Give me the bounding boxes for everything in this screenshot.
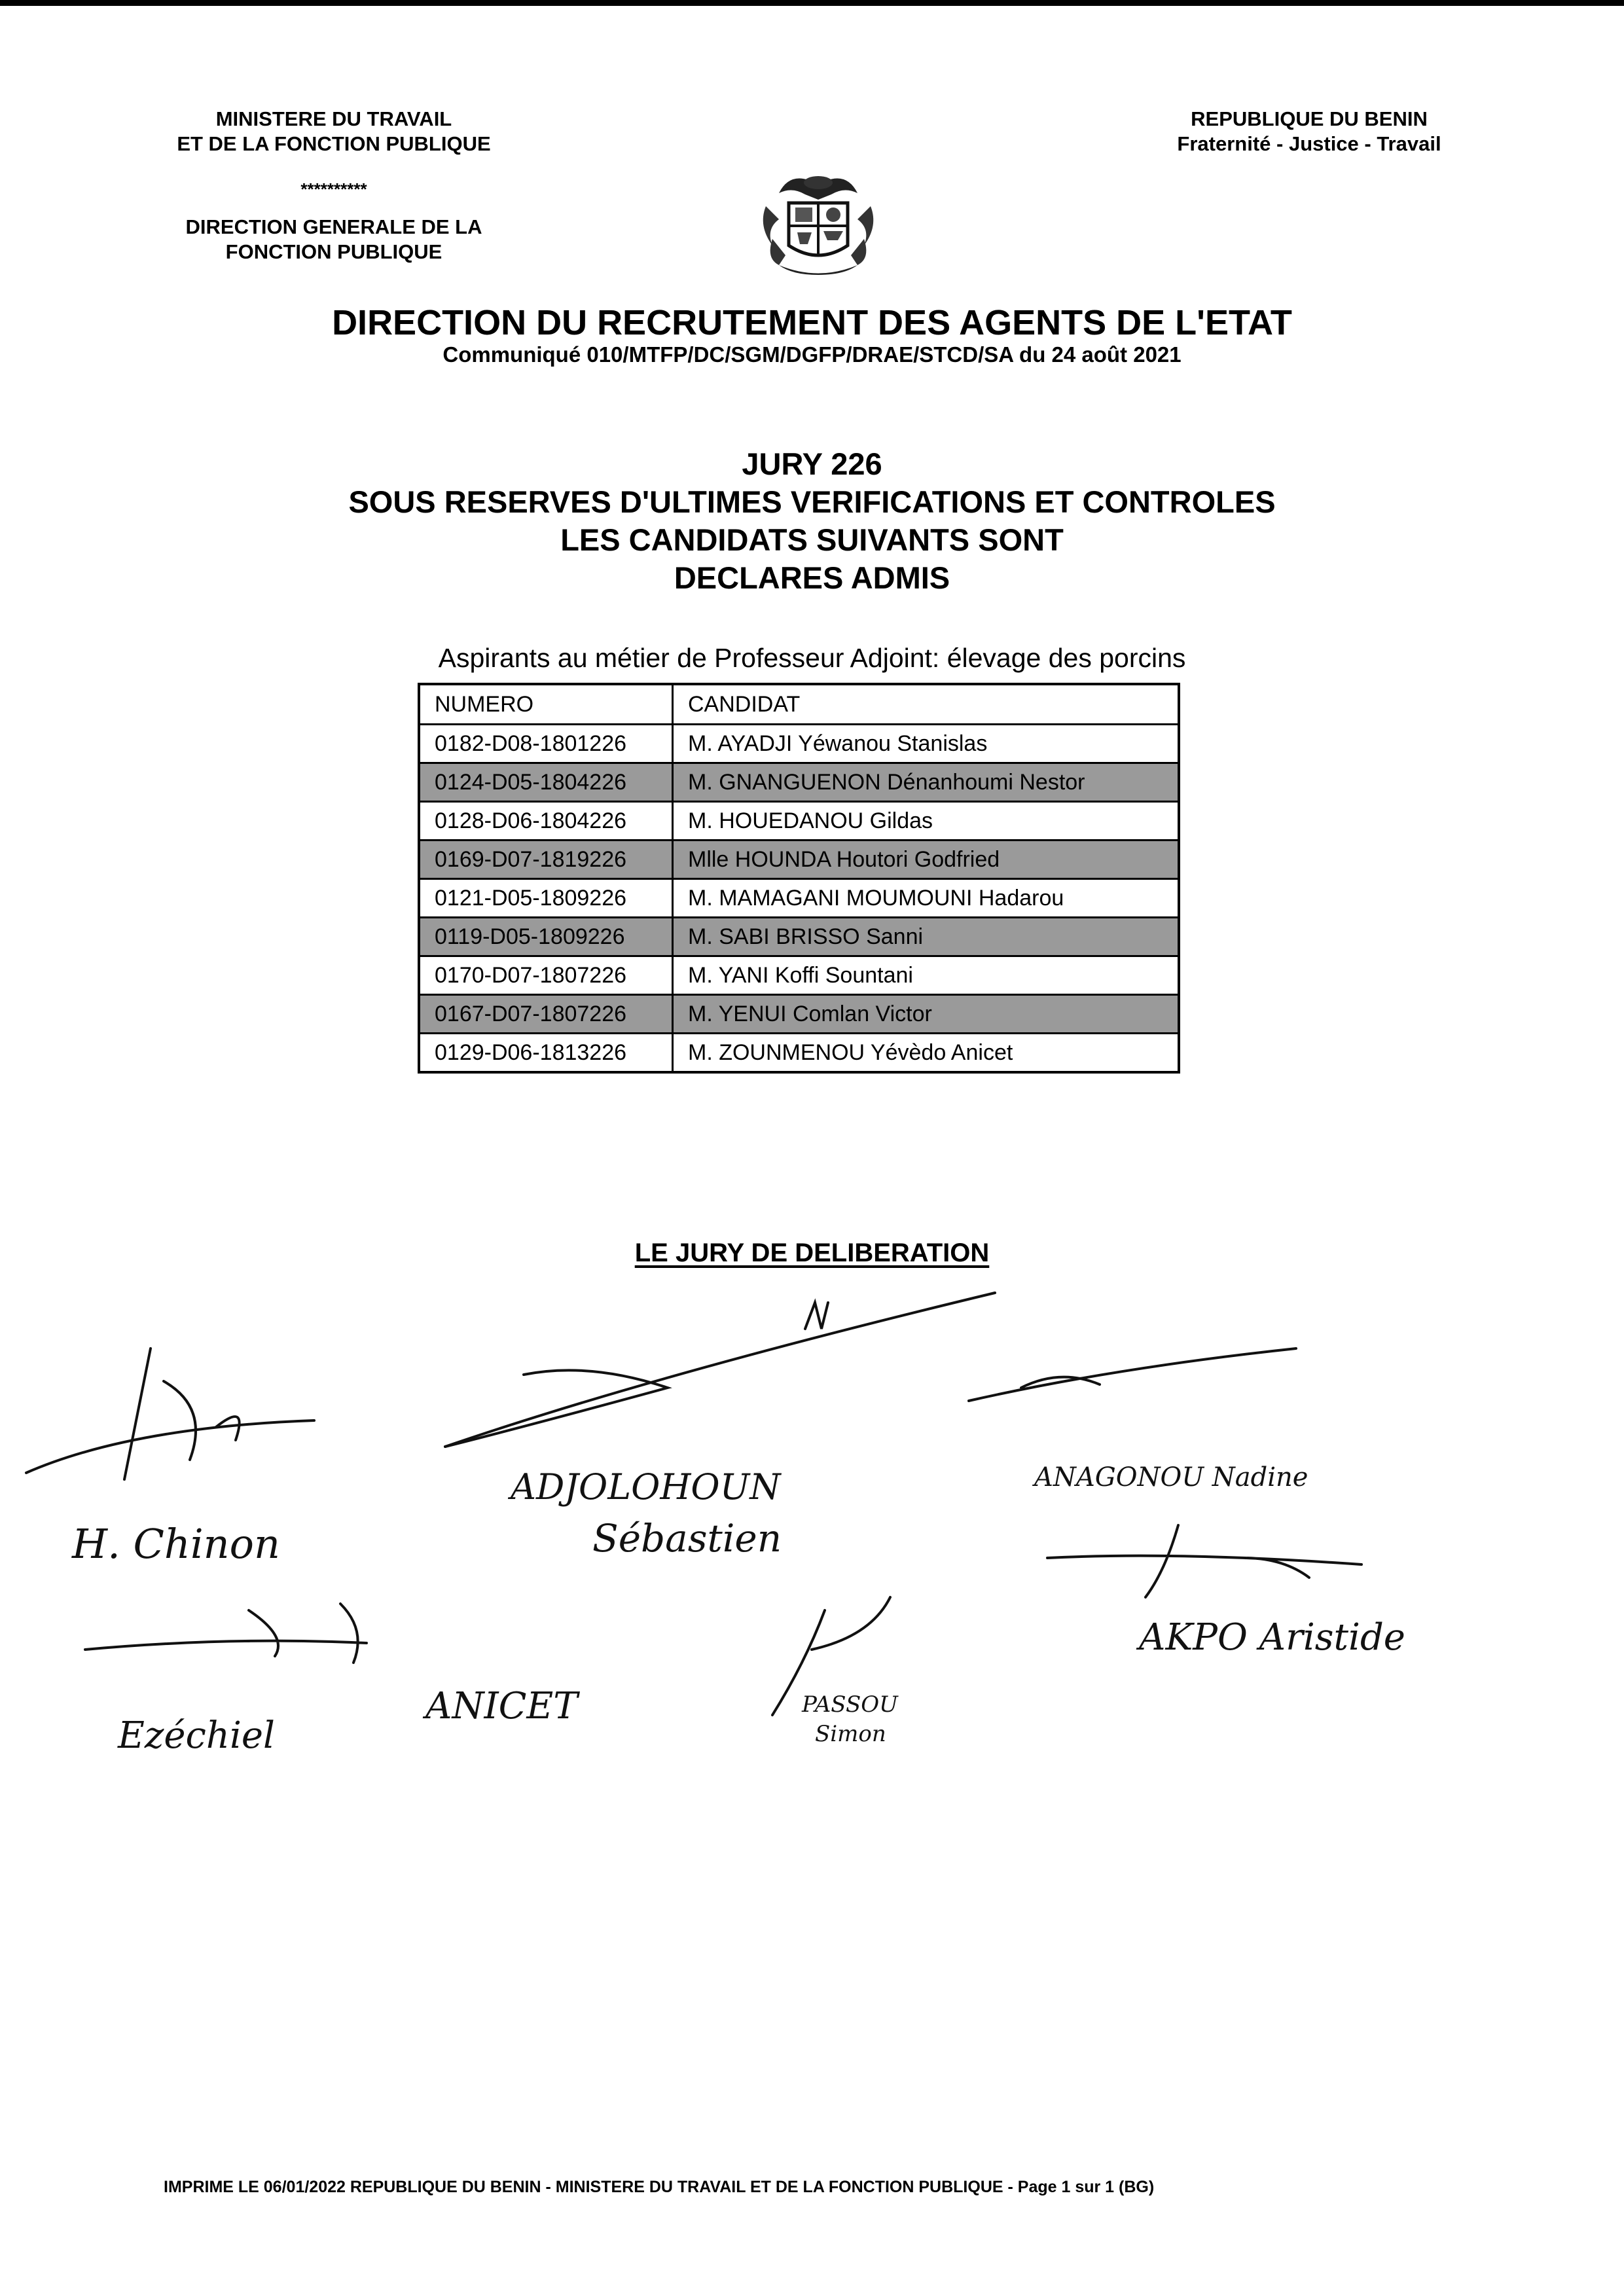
table-row: [419, 840, 1179, 879]
cell-candidat: M. YENUI Comlan Victor: [673, 995, 1180, 1034]
direction-line-1: DIRECTION GENERALE DE LA: [185, 215, 482, 238]
table-row: [419, 763, 1179, 802]
country-name: REPUBLIQUE DU BENIN: [1191, 107, 1428, 130]
announcement-line-3: DECLARES ADMIS: [674, 560, 950, 595]
signature-name: ADJOLOHOUN: [511, 1466, 781, 1508]
signature-stroke: [26, 1420, 314, 1473]
table-row: [419, 918, 1179, 956]
table-header-row: [419, 684, 1179, 725]
table-row: [419, 725, 1179, 763]
header-separator: **********: [300, 179, 367, 199]
direction-header: [105, 215, 563, 264]
cell-numero: 0128-D06-1804226: [419, 802, 673, 840]
results-table: [418, 683, 1180, 1074]
table-row: [419, 879, 1179, 918]
ministry-line-1: MINISTERE DU TRAVAIL: [215, 107, 452, 130]
signature-name: H. Chinon: [72, 1520, 280, 1568]
table-row: [419, 995, 1179, 1034]
direction-line-2: FONCTION PUBLIQUE: [225, 240, 442, 263]
signature-name: ANICET: [425, 1685, 578, 1727]
cell-numero: 0129-D06-1813226: [419, 1034, 673, 1073]
column-header-numero: NUMERO: [419, 684, 673, 725]
column-header-candidat: CANDIDAT: [673, 684, 1180, 725]
table-row: [419, 802, 1179, 840]
ministry-header: [105, 107, 563, 156]
table-row: [419, 1034, 1179, 1073]
signature-name: PASSOU: [802, 1691, 898, 1718]
country-header: [1074, 107, 1545, 156]
benin-coat-of-arms-icon: [753, 167, 884, 281]
signature-stroke: [124, 1348, 240, 1479]
cell-candidat: M. HOUEDANOU Gildas: [673, 802, 1180, 840]
signature-stroke: [969, 1348, 1296, 1401]
cell-numero: 0121-D05-1809226: [419, 879, 673, 918]
cell-candidat: M. YANI Koffi Sountani: [673, 956, 1180, 995]
announcement-line-1: SOUS RESERVES D'ULTIMES VERIFICATIONS ET CONTROLES: [348, 484, 1276, 519]
cell-numero: 0124-D05-1804226: [419, 763, 673, 802]
cell-candidat: Mlle HOUNDA Houtori Godfried: [673, 840, 1180, 879]
cell-candidat: M. MAMAGANI MOUMOUNI Hadarou: [673, 879, 1180, 918]
announcement: [0, 445, 1624, 597]
signature-name: AKPO Aristide: [1139, 1616, 1405, 1659]
signature-name: ANAGONOU Nadine: [1034, 1462, 1308, 1492]
ministry-line-2: ET DE LA FONCTION PUBLIQUE: [177, 132, 491, 155]
cell-candidat: M. GNANGUENON Dénanhoumi Nestor: [673, 763, 1180, 802]
announcement-line-2: LES CANDIDATS SUIVANTS SONT: [560, 522, 1064, 557]
cell-numero: 0170-D07-1807226: [419, 956, 673, 995]
cell-numero: 0119-D05-1809226: [419, 918, 673, 956]
jury-title: LE JURY DE DELIBERATION: [634, 1238, 990, 1267]
signature-name: Sébastien: [592, 1516, 782, 1561]
cell-candidat: M. SABI BRISSO Sanni: [673, 918, 1180, 956]
cell-candidat: M. AYADJI Yéwanou Stanislas: [673, 725, 1180, 763]
signature-name: Simon: [815, 1721, 886, 1747]
page-title: DIRECTION DU RECRUTEMENT DES AGENTS DE L'ETAT: [332, 303, 1292, 342]
top-border: [0, 0, 1624, 6]
table-subtitle: Aspirants au métier de Professeur Adjoint: élevage des porcins: [438, 643, 1186, 673]
signature-stroke: [85, 1604, 367, 1663]
table-row: [419, 956, 1179, 995]
jury-number: JURY 226: [742, 446, 882, 481]
cell-numero: 0169-D07-1819226: [419, 840, 673, 879]
signature-name: Ezéchiel: [118, 1714, 275, 1757]
jury-signatures: [0, 1270, 1624, 1859]
cell-numero: 0182-D08-1801226: [419, 725, 673, 763]
signature-stroke: [1047, 1525, 1362, 1597]
country-motto: Fraternité - Justice - Travail: [1177, 132, 1441, 155]
signature-stroke: [445, 1293, 995, 1447]
cell-candidat: M. ZOUNMENOU Yévèdo Anicet: [673, 1034, 1180, 1073]
communique-reference: Communiqué 010/MTFP/DC/SGM/DGFP/DRAE/STCD/SA du 24 août 2021: [442, 342, 1182, 367]
cell-numero: 0167-D07-1807226: [419, 995, 673, 1034]
print-footer: IMPRIME LE 06/01/2022 REPUBLIQUE DU BENIN - MINISTERE DU TRAVAIL ET DE LA FONCTION PUBLIQUE - Page 1 sur 1 (BG): [164, 2178, 1155, 2196]
